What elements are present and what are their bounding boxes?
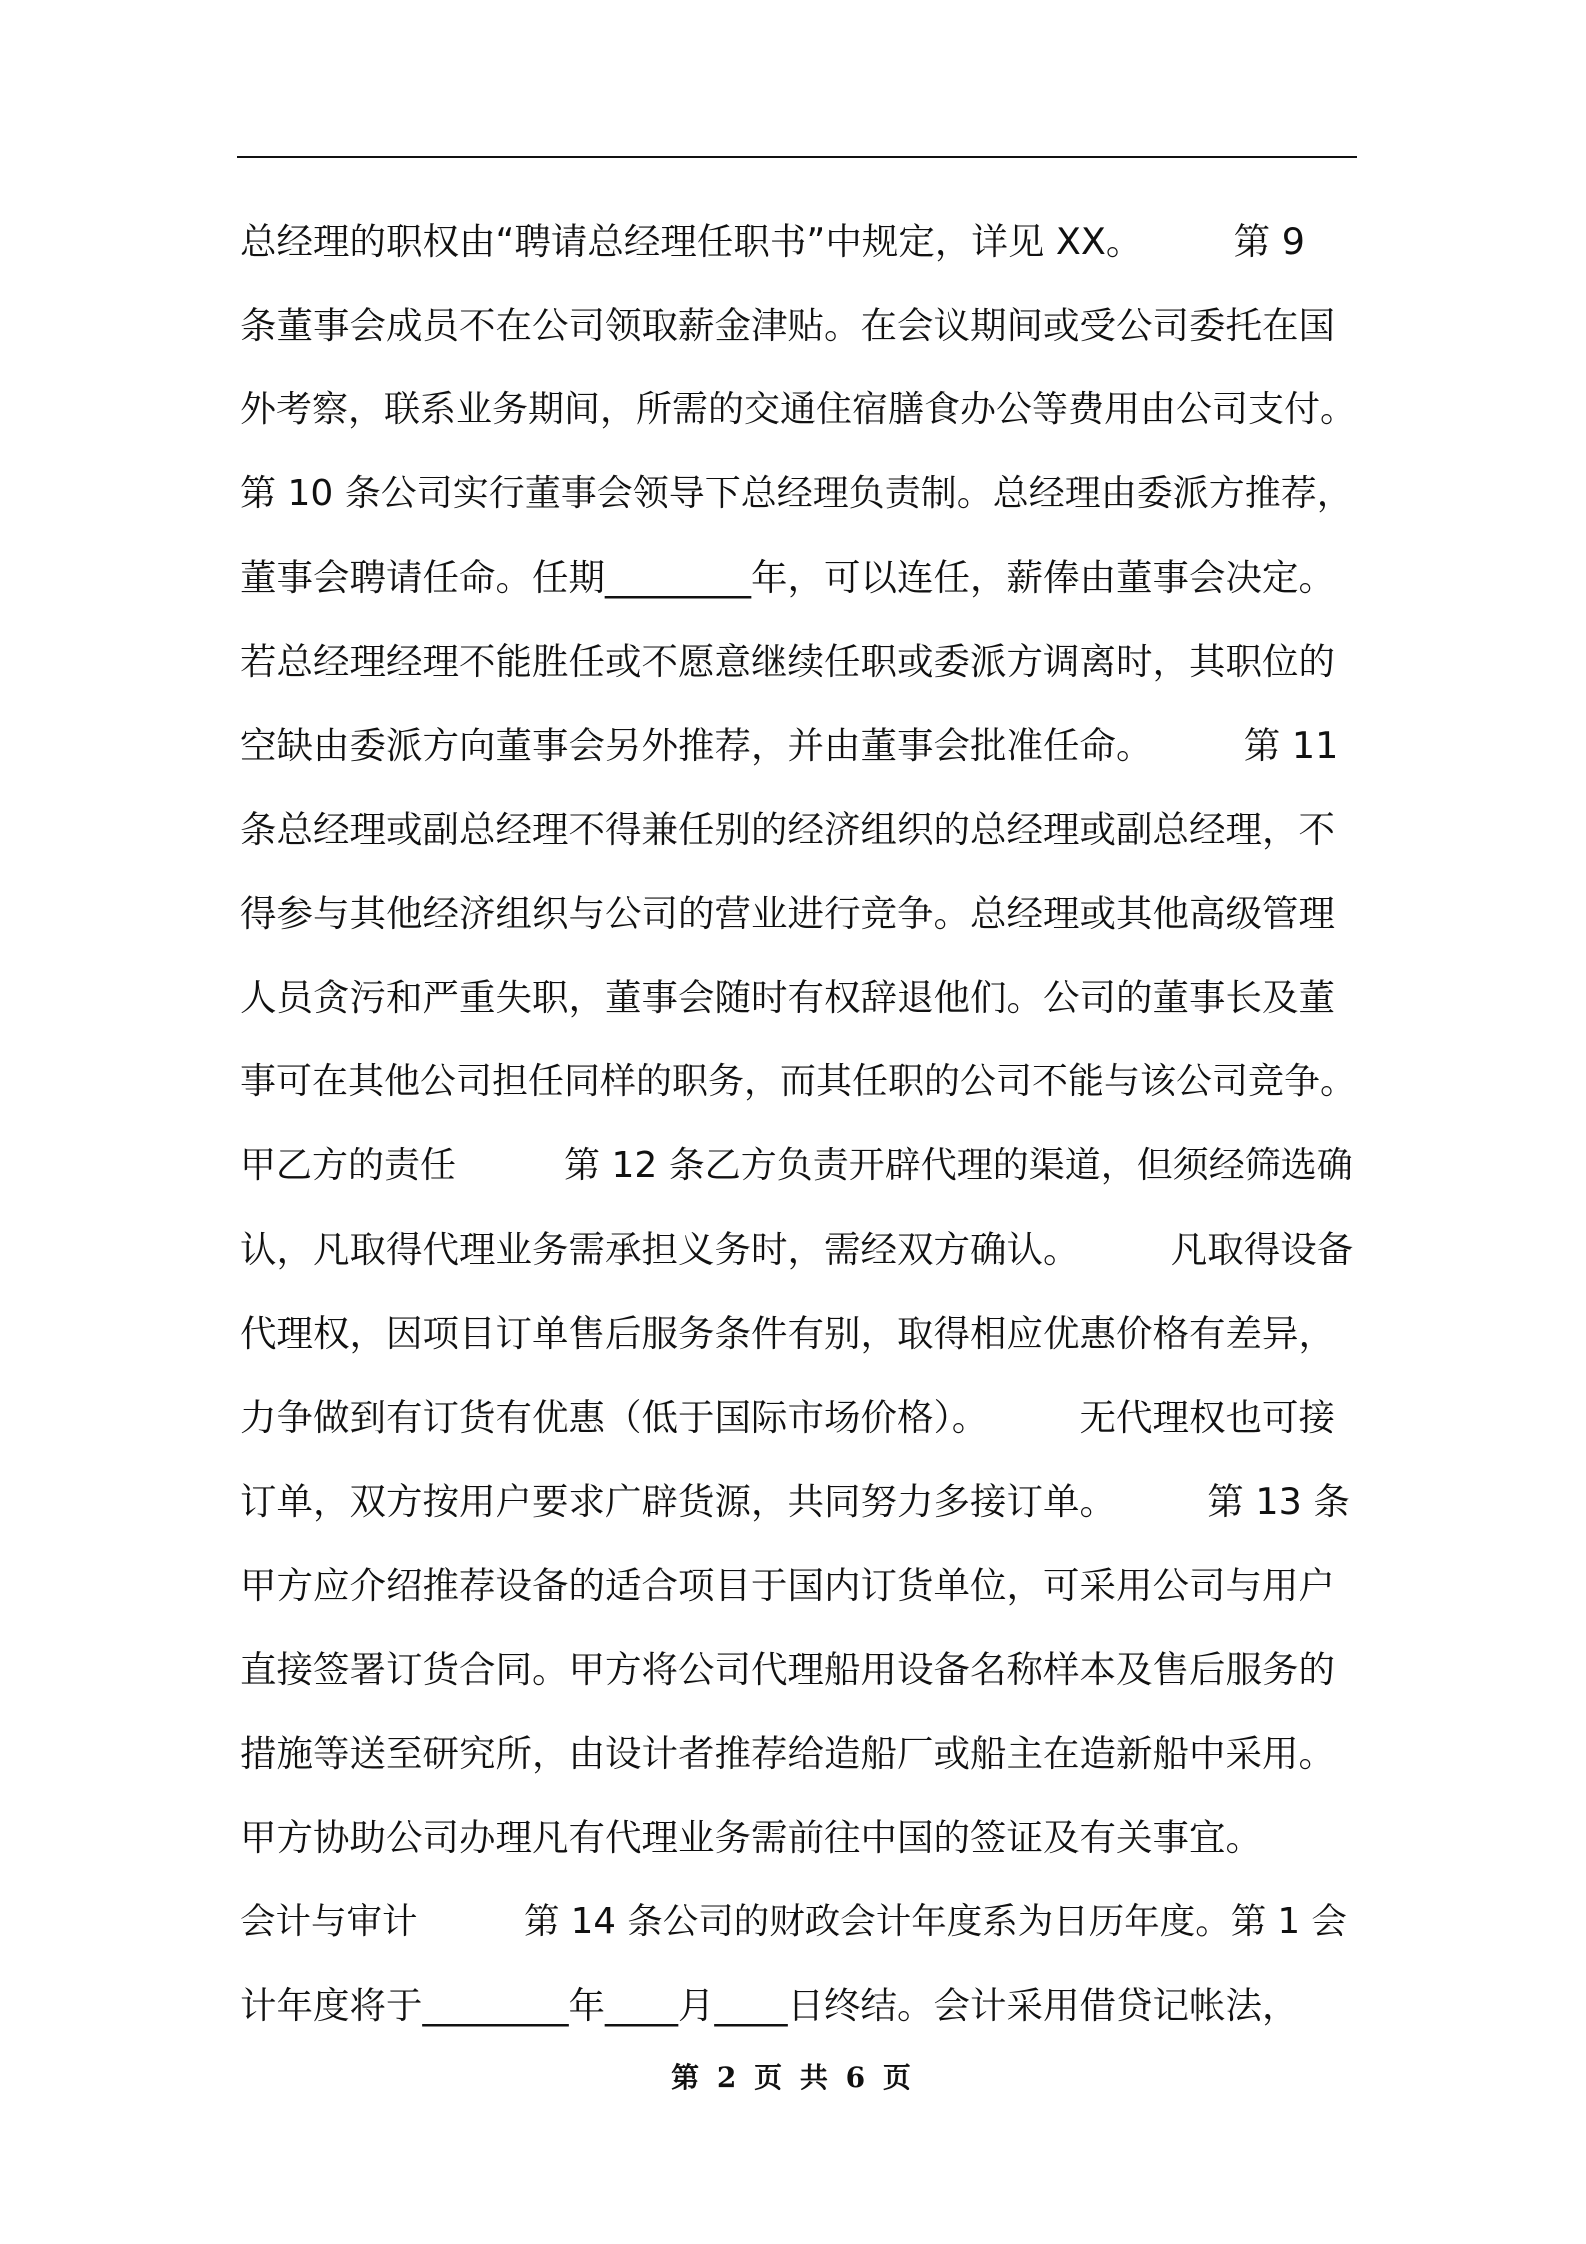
text-line: 订单，双方按用户要求广辟货源，共同努力多接订单。 第 13 条 [240,1480,1350,1523]
page-number-footer: 第 2 页 共 6 页 [671,2061,915,2094]
text-line: 代理权，因项目订单售后服务条件有别，取得相应优惠价格有差异， [240,1312,1335,1355]
text-line: 得参与其他经济组织与公司的营业进行竞争。总经理或其他高级管理 [240,892,1335,935]
text-line: 若总经理经理不能胜任或不愿意继续任职或委派方调离时，其职位的 [240,640,1335,683]
text-line: 外考察，联系业务期间，所需的交通住宿膳食办公等费用由公司支付。 [240,389,1357,430]
text-line: 总经理的职权由“聘请总经理任职书”中规定，详见 XX。 第 9 [240,220,1306,263]
text-line: 认，凡取得代理业务需承担义务时，需经双方确认。 凡取得设备 [240,1228,1354,1271]
text-line: 甲方应介绍推荐设备的适合项目于国内订货单位，可采用公司与用户 [240,1564,1335,1607]
text-line: 直接签署订货合同。甲方将公司代理船用设备名称样本及售后服务的 [240,1648,1335,1691]
text-line: 第 10 条公司实行董事会领导下总经理负责制。总经理由委派方推荐， [240,473,1353,514]
text-line: 措施等送至研究所，由设计者推荐给造船厂或船主在造新船中采用。 [240,1732,1335,1775]
header-rule [237,156,1357,158]
text-line: 事可在其他公司担任同样的职务，而其任职的公司不能与该公司竞争。 [240,1061,1357,1102]
text-line: 力争做到有订货有优惠（低于国际市场价格）。 无代理权也可接 [240,1396,1335,1439]
text-line: 空缺由委派方向董事会另外推荐，并由董事会批准任命。 第 11 [240,724,1339,767]
text-line: 甲方协助公司办理凡有代理业务需前往中国的签证及有关事宜。 [240,1816,1262,1859]
text-line: 董事会聘请任命。任期________年，可以连任，薪俸由董事会决定。 [240,556,1335,599]
text-line: 人员贪污和严重失职，董事会随时有权辞退他们。公司的董事长及董 [240,976,1335,1019]
text-line: 条董事会成员不在公司领取薪金津贴。在会议期间或受公司委托在国 [240,304,1335,347]
text-line: 甲乙方的责任 第 12 条乙方负责开辟代理的渠道，但须经筛选确 [240,1145,1353,1186]
text-line: 会计与审计 第 14 条公司的财政会计年度系为日历年度。第 1 会 [240,1901,1347,1942]
text-line: 计年度将于________年____月____日终结。会计采用借贷记帐法， [240,1984,1299,2027]
document-body [240,200,1360,2048]
text-line: 条总经理或副总经理不得兼任别的经济组织的总经理或副总经理，不 [240,808,1335,851]
